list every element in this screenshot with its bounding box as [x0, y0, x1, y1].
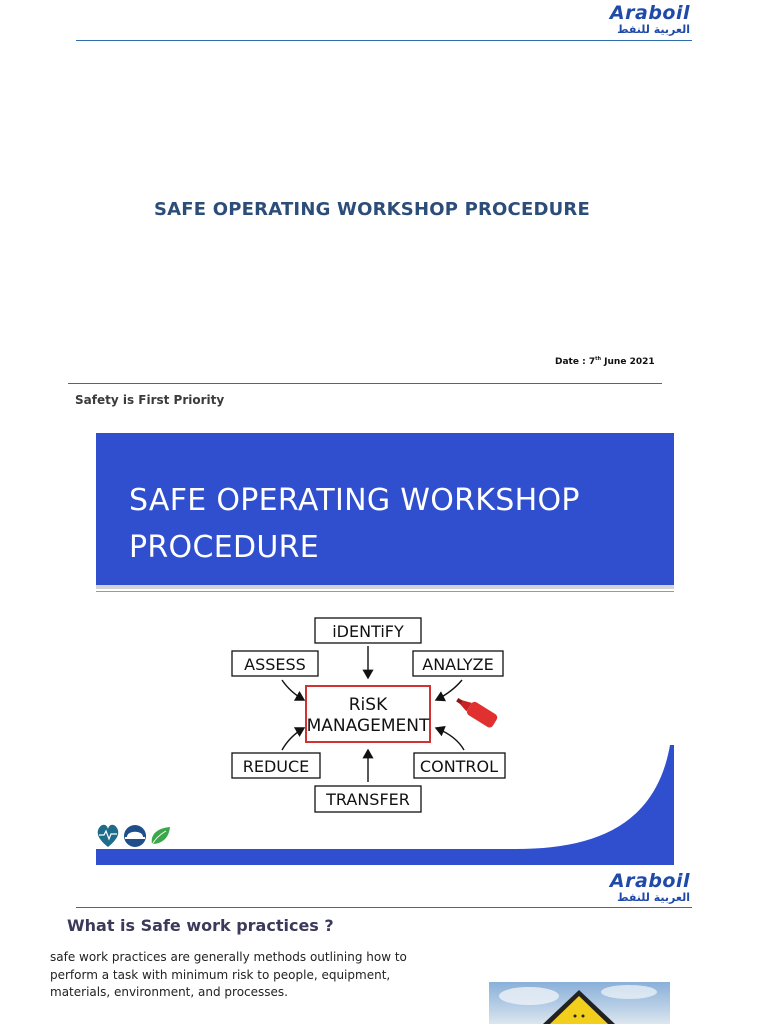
- logo-text-en: Araboil: [609, 2, 690, 24]
- logo-text-ar: العربية للنفط: [617, 23, 690, 36]
- node-assess: ASSESS: [244, 655, 306, 674]
- hard-hat-icon: [124, 825, 146, 847]
- date-prefix: Date : 7: [555, 357, 596, 367]
- slide-title: SAFE OPERATING WORKSHOP PROCEDURE: [129, 483, 580, 565]
- banner-divider: [96, 591, 674, 592]
- document-title: SAFE OPERATING WORKSHOP PROCEDURE: [154, 199, 590, 220]
- araboil-logo: [610, 4, 690, 35]
- node-transfer: TRANSFER: [326, 790, 410, 809]
- node-control: CONTROL: [419, 757, 499, 776]
- header-rule: [76, 40, 692, 41]
- araboil-logo-page2: [610, 872, 690, 903]
- slide-title-banner: [96, 433, 674, 585]
- logo-text-en-page2: Araboil: [609, 870, 690, 892]
- date-ordinal: th: [595, 356, 602, 362]
- page2-header-rule: [76, 907, 692, 908]
- footer-priority-text: Safety is First Priority: [75, 393, 225, 407]
- node-identify: iDENTiFY: [332, 622, 404, 641]
- heart-pulse-icon: [98, 825, 119, 847]
- cover-rule: [68, 383, 662, 384]
- node-analyze: ANALYZE: [422, 655, 494, 674]
- warning-sign-icon: [489, 982, 670, 1024]
- center-label-top: RiSK: [348, 695, 388, 715]
- logo-text-ar-page2: العربية للنفط: [617, 891, 690, 904]
- warning-sign-photo: [489, 982, 670, 1024]
- center-label-bottom: MANAGEMENT: [306, 716, 430, 736]
- slide-footer-icons: [96, 822, 174, 850]
- section-paragraph: safe work practices are generally methods outlining how to perform a task with minimum risk to people, equipment, materials, environment, and processes.: [50, 950, 407, 999]
- banner-shadow: [96, 585, 674, 589]
- node-reduce: REDUCE: [242, 757, 310, 776]
- risk-management-diagram: [220, 612, 520, 818]
- date-rest: June 2021: [601, 357, 655, 367]
- leaf-icon: [151, 827, 170, 847]
- document-date: [555, 356, 655, 367]
- section-heading: What is Safe work practices ?: [67, 916, 334, 935]
